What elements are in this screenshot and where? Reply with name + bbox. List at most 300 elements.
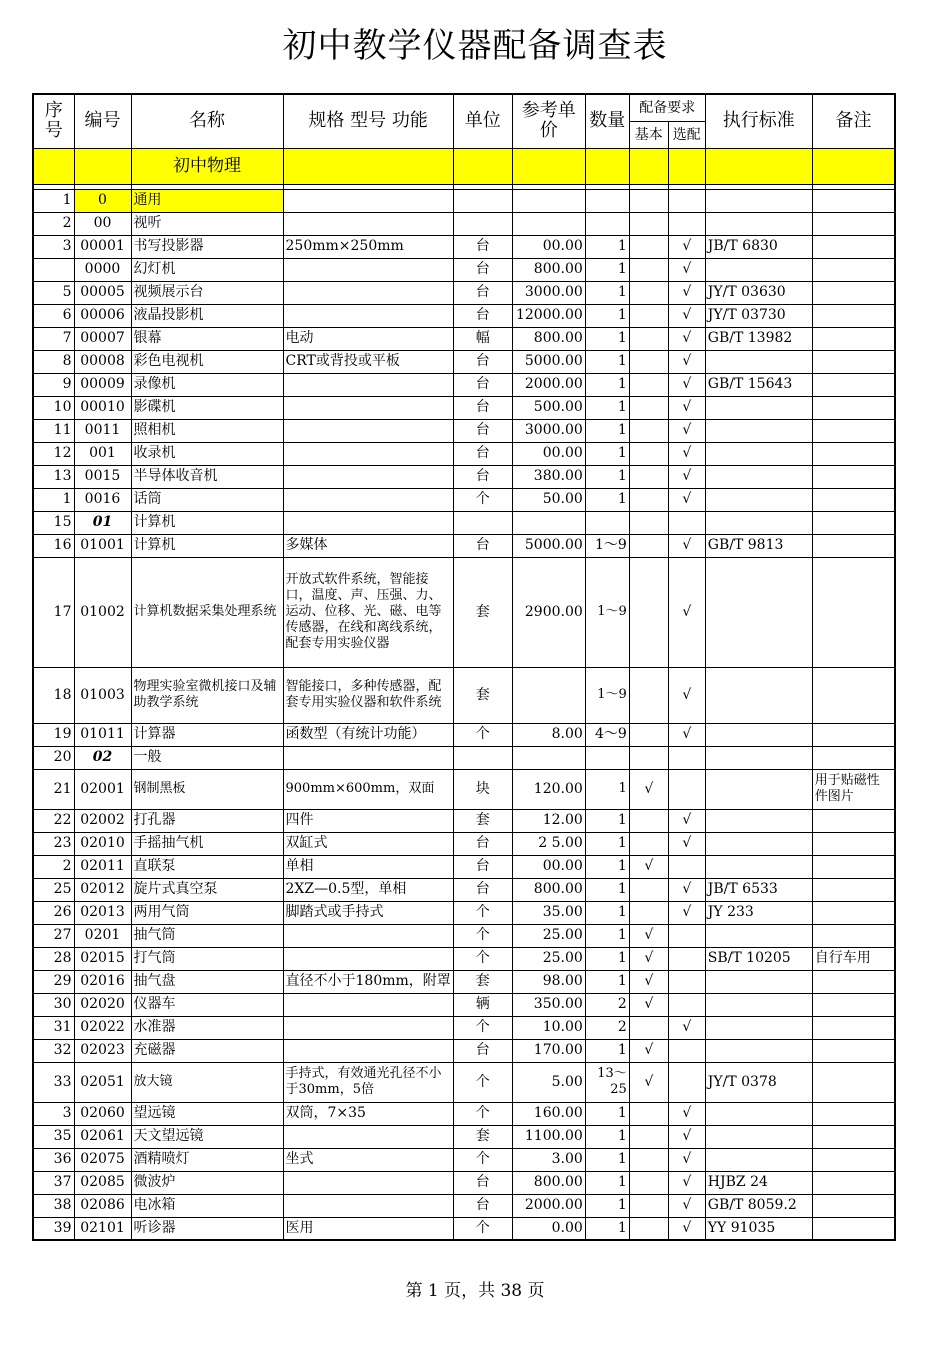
table-row <box>33 993 895 1016</box>
header-spec: 规格 型号 功能 <box>283 94 453 148</box>
standard-cell <box>705 924 812 947</box>
seq-cell: 6 <box>33 304 74 327</box>
table-row <box>33 419 895 442</box>
seq-cell: 9 <box>33 373 74 396</box>
note-cell <box>812 970 895 993</box>
price-cell: 10.00 <box>512 1016 585 1039</box>
table-row <box>33 947 895 970</box>
note-cell <box>812 534 895 557</box>
note-cell <box>812 1102 895 1125</box>
basic-cell <box>629 832 668 855</box>
price-cell <box>512 667 585 723</box>
price-cell: 120.00 <box>512 769 585 809</box>
unit-cell: 台 <box>453 396 512 419</box>
price-cell: 800.00 <box>512 327 585 350</box>
price-cell: 500.00 <box>512 396 585 419</box>
qty-cell: 1 <box>585 396 629 419</box>
name-cell: 收录机 <box>131 442 283 465</box>
price-cell: 0.00 <box>512 1217 585 1240</box>
name-cell: 半导体收音机 <box>131 465 283 488</box>
table-row <box>33 924 895 947</box>
unit-cell: 台 <box>453 465 512 488</box>
basic-cell <box>629 511 668 534</box>
name-cell: 书写投影器 <box>131 235 283 258</box>
spec-cell <box>283 189 453 212</box>
basic-cell <box>629 1016 668 1039</box>
qty-cell: 2 <box>585 993 629 1016</box>
header-name: 名称 <box>131 94 283 148</box>
standard-cell <box>705 1125 812 1148</box>
spec-cell <box>283 212 453 235</box>
unit-cell: 套 <box>453 970 512 993</box>
optional-cell <box>668 947 705 970</box>
unit-cell: 辆 <box>453 993 512 1016</box>
standard-cell: JB/T 6830 <box>705 235 812 258</box>
qty-cell: 1 <box>585 419 629 442</box>
optional-cell: √ <box>668 396 705 419</box>
note-cell <box>812 1194 895 1217</box>
spec-cell: 电动 <box>283 327 453 350</box>
code-cell: 02015 <box>74 947 131 970</box>
optional-cell: √ <box>668 465 705 488</box>
code-cell: 02022 <box>74 1016 131 1039</box>
optional-cell <box>668 1039 705 1062</box>
seq-cell: 16 <box>33 534 74 557</box>
seq-cell: 37 <box>33 1171 74 1194</box>
spec-cell <box>283 396 453 419</box>
name-cell: 打孔器 <box>131 809 283 832</box>
seq-cell: 1 <box>33 488 74 511</box>
code-cell: 0 <box>74 189 131 212</box>
table-row <box>33 258 895 281</box>
unit-cell: 台 <box>453 304 512 327</box>
price-cell: 3000.00 <box>512 281 585 304</box>
note-cell <box>812 1125 895 1148</box>
table-row <box>33 304 895 327</box>
standard-cell <box>705 723 812 746</box>
name-cell: 酒精喷灯 <box>131 1148 283 1171</box>
standard-cell: SB/T 10205 <box>705 947 812 970</box>
name-cell: 计算机数据采集处理系统 <box>131 557 283 667</box>
standard-cell: JY/T 03730 <box>705 304 812 327</box>
seq-cell: 8 <box>33 350 74 373</box>
price-cell: 50.00 <box>512 488 585 511</box>
name-cell: 影碟机 <box>131 396 283 419</box>
name-cell: 两用气筒 <box>131 901 283 924</box>
basic-cell <box>629 1217 668 1240</box>
seq-cell: 2 <box>33 855 74 878</box>
optional-cell: √ <box>668 832 705 855</box>
table-row <box>33 723 895 746</box>
price-cell: 98.00 <box>512 970 585 993</box>
seq-cell: 18 <box>33 667 74 723</box>
code-cell: 0016 <box>74 488 131 511</box>
optional-cell: √ <box>668 258 705 281</box>
qty-cell: 1 <box>585 304 629 327</box>
qty-cell: 1 <box>585 327 629 350</box>
seq-cell: 11 <box>33 419 74 442</box>
name-cell: 打气筒 <box>131 947 283 970</box>
price-cell: 5000.00 <box>512 534 585 557</box>
basic-cell <box>629 1171 668 1194</box>
optional-cell: √ <box>668 557 705 667</box>
section-row <box>33 148 895 184</box>
seq-cell: 1 <box>33 189 74 212</box>
header-standard: 执行标准 <box>705 94 812 148</box>
basic-cell <box>629 1148 668 1171</box>
note-cell: 自行车用 <box>812 947 895 970</box>
seq-cell: 26 <box>33 901 74 924</box>
table-row <box>33 534 895 557</box>
table-row <box>33 281 895 304</box>
unit-cell: 套 <box>453 1125 512 1148</box>
standard-cell <box>705 769 812 809</box>
spec-cell <box>283 258 453 281</box>
unit-cell: 台 <box>453 878 512 901</box>
note-cell <box>812 327 895 350</box>
standard-cell <box>705 809 812 832</box>
qty-cell: 1 <box>585 769 629 809</box>
code-cell: 00008 <box>74 350 131 373</box>
header-unit: 单位 <box>453 94 512 148</box>
optional-cell <box>668 511 705 534</box>
unit-cell <box>453 746 512 769</box>
spec-cell <box>283 488 453 511</box>
price-cell: 800.00 <box>512 1171 585 1194</box>
code-cell: 02051 <box>74 1062 131 1102</box>
code-cell: 02012 <box>74 878 131 901</box>
standard-cell: JB/T 6533 <box>705 878 812 901</box>
unit-cell: 台 <box>453 855 512 878</box>
table-row <box>33 667 895 723</box>
code-cell: 02023 <box>74 1039 131 1062</box>
code-cell: 02013 <box>74 901 131 924</box>
spec-cell: 双缸式 <box>283 832 453 855</box>
unit-cell: 个 <box>453 488 512 511</box>
seq-cell: 31 <box>33 1016 74 1039</box>
standard-cell <box>705 855 812 878</box>
code-cell: 01011 <box>74 723 131 746</box>
standard-cell <box>705 832 812 855</box>
unit-cell: 台 <box>453 350 512 373</box>
table-row <box>33 373 895 396</box>
note-cell <box>812 304 895 327</box>
unit-cell: 台 <box>453 1194 512 1217</box>
seq-cell: 25 <box>33 878 74 901</box>
unit-cell <box>453 511 512 534</box>
code-cell: 02086 <box>74 1194 131 1217</box>
code-cell: 02061 <box>74 1125 131 1148</box>
code-cell: 001 <box>74 442 131 465</box>
basic-cell: √ <box>629 769 668 809</box>
name-cell: 放大镜 <box>131 1062 283 1102</box>
code-cell: 01002 <box>74 557 131 667</box>
seq-cell: 2 <box>33 212 74 235</box>
price-cell <box>512 212 585 235</box>
qty-cell: 1 <box>585 809 629 832</box>
name-cell: 天文望远镜 <box>131 1125 283 1148</box>
basic-cell: √ <box>629 993 668 1016</box>
table-row <box>33 970 895 993</box>
price-cell: 5.00 <box>512 1062 585 1102</box>
price-cell: 1100.00 <box>512 1125 585 1148</box>
standard-cell <box>705 465 812 488</box>
basic-cell: √ <box>629 924 668 947</box>
price-cell: 2900.00 <box>512 557 585 667</box>
basic-cell: √ <box>629 947 668 970</box>
standard-cell: GB/T 9813 <box>705 534 812 557</box>
seq-cell: 3 <box>33 235 74 258</box>
note-cell <box>812 1148 895 1171</box>
price-cell: 160.00 <box>512 1102 585 1125</box>
name-cell: 照相机 <box>131 419 283 442</box>
price-cell: 35.00 <box>512 901 585 924</box>
note-cell <box>812 189 895 212</box>
price-cell: 2000.00 <box>512 1194 585 1217</box>
basic-cell <box>629 809 668 832</box>
note-cell <box>812 511 895 534</box>
name-cell: 抽气筒 <box>131 924 283 947</box>
seq-cell: 29 <box>33 970 74 993</box>
table-row <box>33 832 895 855</box>
code-cell: 01 <box>74 511 131 534</box>
table-row <box>33 1171 895 1194</box>
note-cell <box>812 993 895 1016</box>
header-seq: 序号 <box>33 94 74 148</box>
spec-cell: 四件 <box>283 809 453 832</box>
note-cell <box>812 465 895 488</box>
optional-cell: √ <box>668 723 705 746</box>
table-row <box>33 1217 895 1240</box>
code-cell: 00009 <box>74 373 131 396</box>
code-cell: 02016 <box>74 970 131 993</box>
spec-cell: 单相 <box>283 855 453 878</box>
name-cell: 钢制黑板 <box>131 769 283 809</box>
basic-cell <box>629 235 668 258</box>
price-cell: 25.00 <box>512 947 585 970</box>
qty-cell: 1 <box>585 281 629 304</box>
basic-cell: √ <box>629 970 668 993</box>
qty-cell: 2 <box>585 1016 629 1039</box>
header-optional: 选配 <box>668 121 705 148</box>
name-cell: 计算机 <box>131 534 283 557</box>
price-cell: 380.00 <box>512 465 585 488</box>
unit-cell: 台 <box>453 281 512 304</box>
header-requirement: 配备要求 <box>629 94 705 121</box>
page-footer: 第 1 页，共 38 页 <box>405 1281 545 1301</box>
note-cell <box>812 396 895 419</box>
price-cell: 8.00 <box>512 723 585 746</box>
spec-cell <box>283 373 453 396</box>
name-cell: 计算机 <box>131 511 283 534</box>
basic-cell <box>629 901 668 924</box>
basic-cell <box>629 1125 668 1148</box>
seq-cell: 33 <box>33 1062 74 1102</box>
note-cell <box>812 1062 895 1102</box>
basic-cell: √ <box>629 1062 668 1102</box>
price-cell: 00.00 <box>512 235 585 258</box>
note-cell <box>812 557 895 667</box>
basic-cell <box>629 373 668 396</box>
standard-cell: GB/T 8059.2 <box>705 1194 812 1217</box>
optional-cell <box>668 212 705 235</box>
name-cell: 物理实验室微机接口及辅助教学系统 <box>131 667 283 723</box>
unit-cell: 套 <box>453 557 512 667</box>
price-cell: 2 5.00 <box>512 832 585 855</box>
table-row <box>33 350 895 373</box>
code-cell: 0000 <box>74 258 131 281</box>
table-row <box>33 855 895 878</box>
unit-cell: 台 <box>453 832 512 855</box>
spec-cell: CRT或背投或平板 <box>283 350 453 373</box>
table-row <box>33 769 895 809</box>
basic-cell <box>629 534 668 557</box>
qty-cell: 1 <box>585 832 629 855</box>
qty-cell: 1 <box>585 442 629 465</box>
table-row <box>33 465 895 488</box>
seq-cell: 20 <box>33 746 74 769</box>
qty-cell: 1 <box>585 1171 629 1194</box>
seq-cell: 32 <box>33 1039 74 1062</box>
optional-cell: √ <box>668 235 705 258</box>
optional-cell: √ <box>668 442 705 465</box>
seq-cell: 35 <box>33 1125 74 1148</box>
qty-cell <box>585 189 629 212</box>
basic-cell <box>629 258 668 281</box>
name-cell: 话筒 <box>131 488 283 511</box>
basic-cell <box>629 304 668 327</box>
seq-cell: 21 <box>33 769 74 809</box>
code-cell: 00010 <box>74 396 131 419</box>
note-cell <box>812 1039 895 1062</box>
standard-cell <box>705 1016 812 1039</box>
standard-cell: YY 91035 <box>705 1217 812 1240</box>
optional-cell: √ <box>668 667 705 723</box>
standard-cell <box>705 258 812 281</box>
optional-cell <box>668 855 705 878</box>
price-cell <box>512 511 585 534</box>
basic-cell <box>629 1194 668 1217</box>
header-note: 备注 <box>812 94 895 148</box>
standard-cell <box>705 970 812 993</box>
qty-cell: 1 <box>585 901 629 924</box>
seq-cell: 36 <box>33 1148 74 1171</box>
seq-cell: 12 <box>33 442 74 465</box>
optional-cell <box>668 746 705 769</box>
standard-cell <box>705 746 812 769</box>
name-cell: 录像机 <box>131 373 283 396</box>
name-cell: 计算器 <box>131 723 283 746</box>
table-row <box>33 212 895 235</box>
unit-cell: 幅 <box>453 327 512 350</box>
basic-cell <box>629 878 668 901</box>
standard-cell: JY 233 <box>705 901 812 924</box>
price-cell: 3.00 <box>512 1148 585 1171</box>
qty-cell <box>585 212 629 235</box>
note-cell <box>812 878 895 901</box>
qty-cell: 1 <box>585 235 629 258</box>
code-cell: 02001 <box>74 769 131 809</box>
name-cell: 银幕 <box>131 327 283 350</box>
code-cell: 01001 <box>74 534 131 557</box>
qty-cell: 1 <box>585 1148 629 1171</box>
price-cell: 2000.00 <box>512 373 585 396</box>
basic-cell <box>629 746 668 769</box>
header-basic: 基本 <box>629 121 668 148</box>
seq-cell: 13 <box>33 465 74 488</box>
price-cell: 00.00 <box>512 442 585 465</box>
standard-cell: GB/T 13982 <box>705 327 812 350</box>
optional-cell: √ <box>668 488 705 511</box>
basic-cell <box>629 189 668 212</box>
optional-cell <box>668 993 705 1016</box>
optional-cell: √ <box>668 901 705 924</box>
unit-cell: 个 <box>453 1148 512 1171</box>
standard-cell <box>705 993 812 1016</box>
table-row <box>33 1039 895 1062</box>
header-qty: 数量 <box>585 94 629 148</box>
standard-cell <box>705 557 812 667</box>
qty-cell: 1 <box>585 1039 629 1062</box>
code-cell: 02 <box>74 746 131 769</box>
table-row <box>33 878 895 901</box>
note-cell <box>812 1016 895 1039</box>
qty-cell: 1 <box>585 488 629 511</box>
code-cell: 02101 <box>74 1217 131 1240</box>
note-cell <box>812 212 895 235</box>
qty-cell: 1～9 <box>585 667 629 723</box>
standard-cell: HJBZ 24 <box>705 1171 812 1194</box>
standard-cell <box>705 488 812 511</box>
note-cell <box>812 746 895 769</box>
note-cell <box>812 281 895 304</box>
spec-cell <box>283 746 453 769</box>
seq-cell: 7 <box>33 327 74 350</box>
optional-cell: √ <box>668 281 705 304</box>
code-cell: 02010 <box>74 832 131 855</box>
spec-cell: 双筒，7×35 <box>283 1102 453 1125</box>
basic-cell <box>629 723 668 746</box>
note-cell <box>812 855 895 878</box>
name-cell: 望远镜 <box>131 1102 283 1125</box>
table-row <box>33 327 895 350</box>
unit-cell: 个 <box>453 723 512 746</box>
note-cell <box>812 901 895 924</box>
header-price: 参考单价 <box>512 94 585 148</box>
unit-cell: 套 <box>453 667 512 723</box>
table-row <box>33 1125 895 1148</box>
basic-cell <box>629 465 668 488</box>
seq-cell: 27 <box>33 924 74 947</box>
code-cell: 02002 <box>74 809 131 832</box>
spec-cell <box>283 1039 453 1062</box>
unit-cell: 台 <box>453 235 512 258</box>
table-row <box>33 557 895 667</box>
optional-cell: √ <box>668 350 705 373</box>
optional-cell: √ <box>668 1016 705 1039</box>
unit-cell <box>453 189 512 212</box>
qty-cell: 1 <box>585 258 629 281</box>
table-row <box>33 511 895 534</box>
name-cell: 视频展示台 <box>131 281 283 304</box>
spec-cell <box>283 442 453 465</box>
basic-cell <box>629 419 668 442</box>
optional-cell: √ <box>668 1217 705 1240</box>
price-cell: 25.00 <box>512 924 585 947</box>
price-cell: 00.00 <box>512 855 585 878</box>
qty-cell: 1 <box>585 465 629 488</box>
name-cell: 听诊器 <box>131 1217 283 1240</box>
